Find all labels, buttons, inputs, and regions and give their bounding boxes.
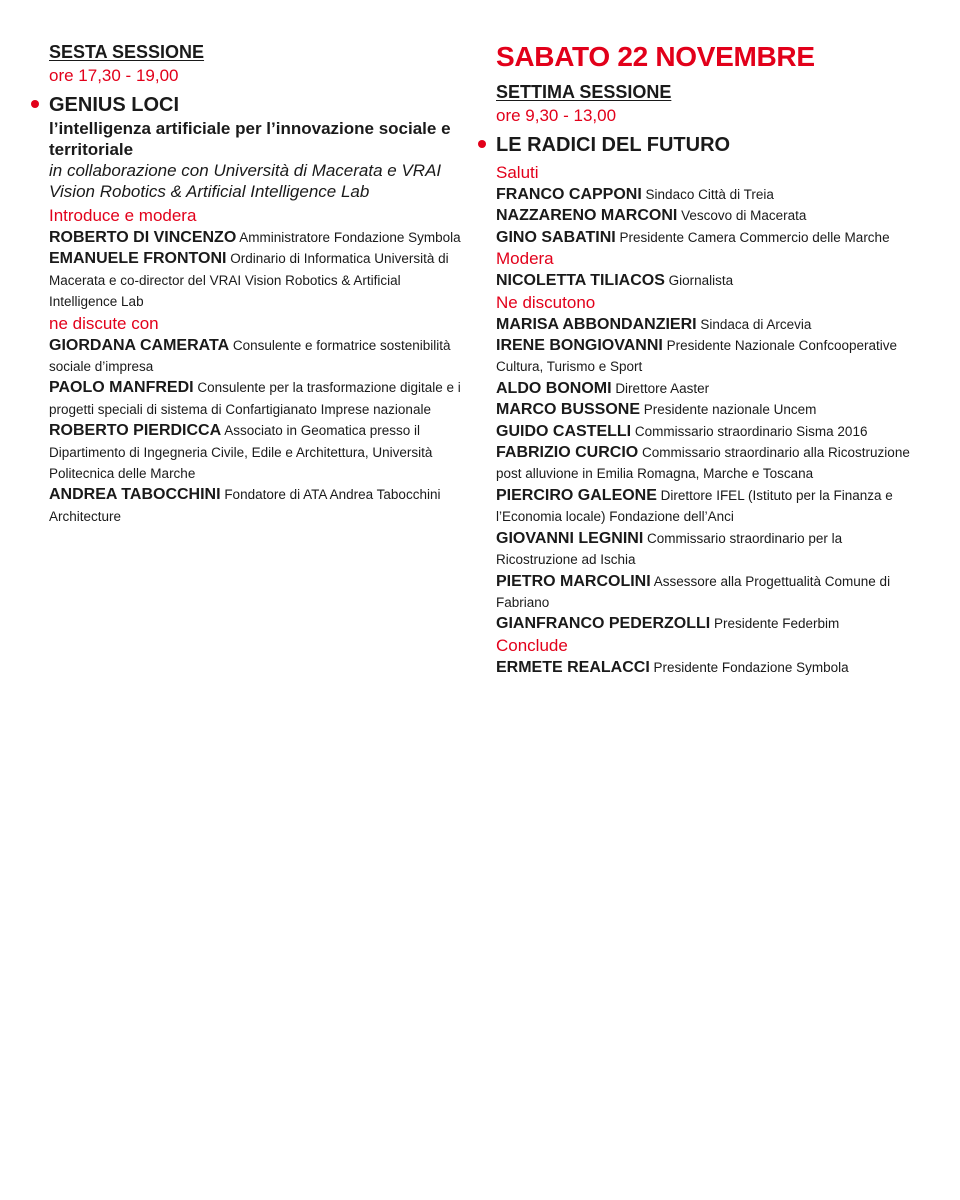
speaker-name: FRANCO CAPPONI: [496, 186, 642, 203]
collaboration-note: in collaborazione con Università di Macerata e VRAI Vision Robotics & Artificial Intelligence Lab: [49, 161, 442, 201]
speaker-entry: [496, 378, 926, 399]
speaker-desc: Consulente e formatrice sostenibilità sociale d’impresa: [49, 337, 451, 375]
speaker-desc: Commissario straordinario Sisma 2016: [634, 423, 868, 439]
speaker-name: MARISA ABBONDANZIERI: [496, 315, 697, 333]
speaker-name: GUIDO CASTELLI: [496, 422, 632, 440]
speaker-entry: [49, 420, 469, 484]
session-subtitle: l’intelligenza artificiale per l’innovazione sociale e territoriale: [49, 119, 451, 159]
speaker-desc: Direttore IFEL (Istituto per la Finanza e l’Economia locale) Fondazione dell’Anci: [496, 487, 893, 525]
speaker-entry: [496, 571, 926, 614]
speaker-name: NICOLETTA TILIACOS: [496, 272, 665, 290]
speaker-entry: [49, 248, 469, 312]
speaker-desc: Presidente Nazionale Confcooperative Cultura, Turismo e Sport: [496, 338, 897, 375]
speaker-desc: Assessore alla Progettualità Comune di Fabriano: [496, 573, 891, 610]
speaker-entry: [496, 205, 926, 226]
speaker-entry: [496, 227, 926, 248]
speaker-name: NAZZARENO MARCONI: [496, 207, 678, 225]
speaker-desc: Presidente nazionale Uncem: [643, 402, 817, 418]
role-label-panel: Ne discutono: [496, 292, 596, 312]
session-six-column: [49, 40, 469, 527]
speaker-desc: Presidente Camera Commercio delle Marche: [619, 229, 890, 245]
session-time: ore 17,30 - 19,00: [49, 66, 179, 85]
bullet-icon: [478, 140, 486, 148]
speaker-name: PIERCIRO GALEONE: [496, 486, 657, 504]
day-heading: SABATO 22 NOVEMBRE: [496, 41, 815, 72]
speaker-entry: [496, 657, 926, 678]
speaker-desc: Sindaco Città di Treia: [645, 187, 774, 202]
session-title: SESTA SESSIONE: [49, 42, 205, 62]
speaker-entry: [496, 399, 926, 420]
speaker-desc: Sindaca di Arcevia: [700, 316, 812, 332]
speaker-entry: [496, 335, 926, 378]
speaker-name: ROBERTO DI VINCENZO: [49, 229, 237, 246]
speaker-entry: [49, 335, 469, 378]
speaker-name: EMANUELE FRONTONI: [49, 250, 227, 268]
speaker-entry: [496, 485, 926, 528]
speaker-desc: Consulente per la trasformazione digitale e i progetti speciali di sistema di Confartigianato Imprese nazionale: [49, 380, 461, 417]
speaker-desc: Commissario straordinario per la Ricostruzione ad Ischia: [496, 530, 843, 568]
speaker-name: IRENE BONGIOVANNI: [496, 337, 663, 355]
speaker-entry: [496, 528, 926, 571]
role-label-conclusion: Conclude: [496, 635, 568, 655]
session-theme: [496, 132, 926, 158]
speaker-name: ERMETE REALACCI: [496, 658, 650, 676]
speaker-entry: [49, 484, 469, 527]
session-seven-column: [496, 40, 926, 678]
role-label-greetings: Saluti: [496, 163, 539, 182]
speaker-entry: [496, 421, 926, 442]
speaker-desc: Vescovo di Macerata: [681, 208, 807, 224]
bullet-icon: [31, 100, 39, 108]
speaker-name: PIETRO MARCOLINI: [496, 572, 651, 590]
speaker-name: ANDREA TABOCCHINI: [49, 486, 221, 504]
speaker-name: GINO SABATINI: [496, 228, 616, 246]
speaker-desc: Associato in Geomatica presso il Dipartimento di Ingegneria Civile, Edile e Architettura, Università Politecnica delle Marche: [49, 423, 433, 482]
speaker-desc: Commissario straordinario alla Ricostruzione post alluvione in Emilia Romagna, Marche e Toscana: [496, 445, 910, 482]
speaker-name: PAOLO MANFREDI: [49, 379, 194, 397]
session-time: ore 9,30 - 13,00: [496, 106, 617, 125]
speaker-name: ROBERTO PIERDICCA: [49, 422, 222, 440]
role-label-moderator: Introduce e modera: [49, 206, 197, 225]
role-label-moderator: Modera: [496, 249, 554, 269]
speaker-desc: Fondatore di ATA Andrea Tabocchini Architecture: [49, 487, 441, 524]
speaker-desc: Direttore Aaster: [615, 380, 710, 396]
speaker-entry: [496, 270, 926, 291]
speaker-name: GIORDANA CAMERATA: [49, 336, 230, 354]
speaker-name: ALDO BONOMI: [496, 379, 612, 397]
speaker-entry: [496, 184, 926, 205]
speaker-name: GIOVANNI LEGNINI: [496, 529, 644, 547]
speaker-desc: Ordinario di Informatica Università di Macerata e co-director del VRAI Vision Robotics & Artificial Intelligence Lab: [49, 251, 449, 310]
role-label-panel: ne discute con: [49, 313, 159, 333]
speaker-desc: Giornalista: [668, 273, 734, 289]
speaker-name: GIANFRANCO PEDERZOLLI: [496, 615, 711, 633]
theme-text: LE RADICI DEL FUTURO: [496, 134, 731, 156]
speaker-name: MARCO BUSSONE: [496, 401, 641, 419]
speaker-entry: [496, 442, 926, 485]
speaker-desc: Amministratore Fondazione Symbola: [239, 230, 461, 245]
session-theme: [49, 92, 469, 118]
speaker-desc: Presidente Federbim: [713, 616, 840, 632]
theme-text: GENIUS LOCI: [49, 94, 180, 116]
speaker-entry: [496, 314, 926, 335]
speaker-entry: [49, 227, 469, 248]
speaker-entry: [49, 377, 469, 420]
speaker-name: FABRIZIO CURCIO: [496, 444, 639, 462]
speaker-desc: Presidente Fondazione Symbola: [653, 659, 849, 675]
session-title: SETTIMA SESSIONE: [496, 82, 672, 102]
speaker-entry: [496, 613, 926, 634]
